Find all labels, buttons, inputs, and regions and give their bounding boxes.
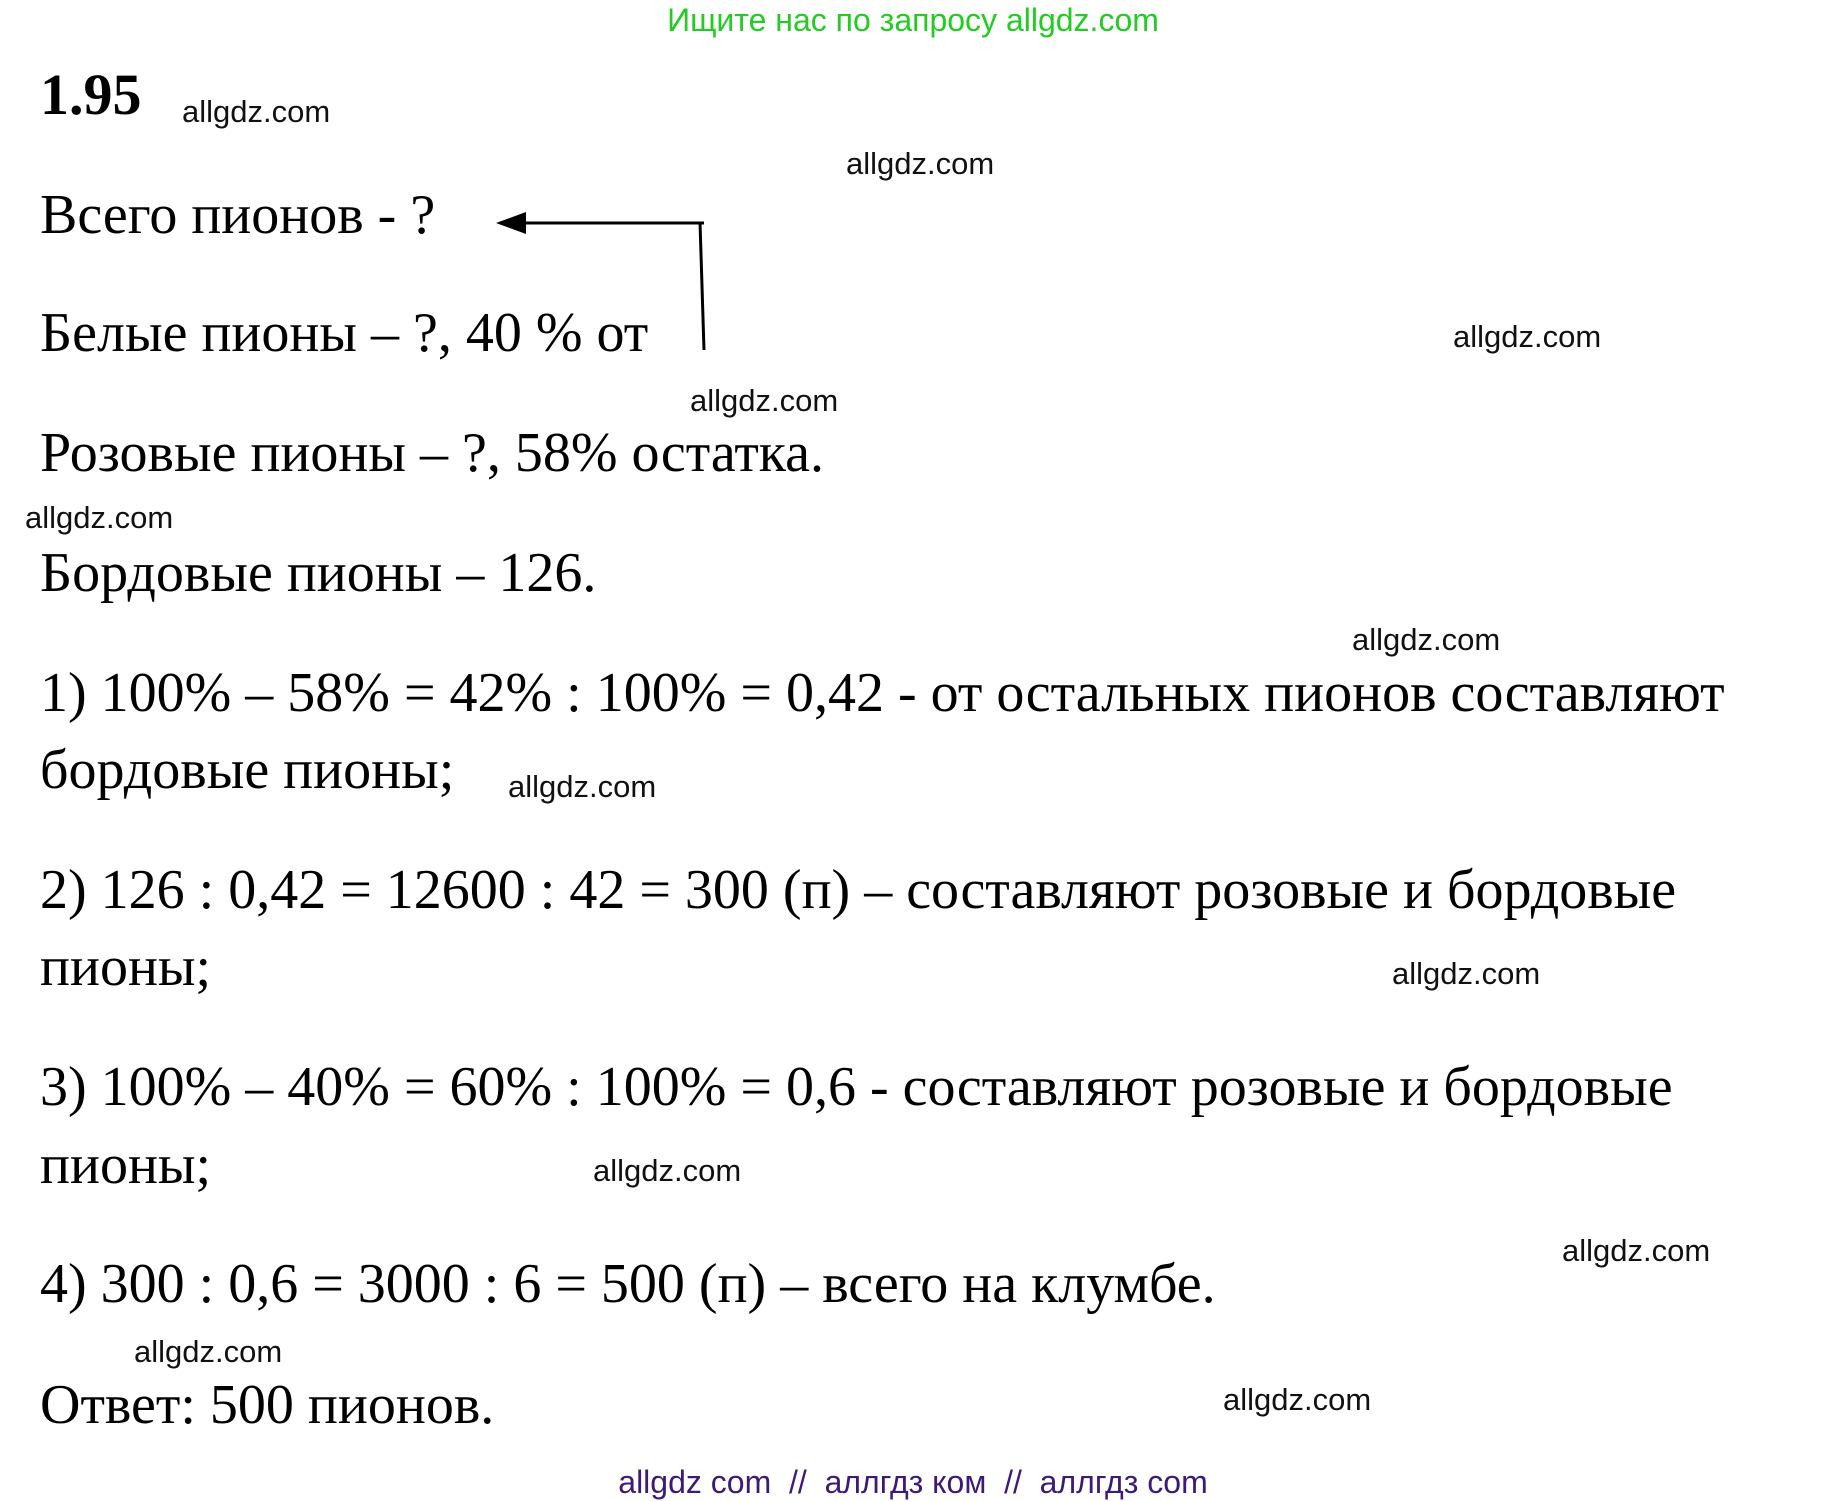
answer: Ответ: 500 пионов.	[40, 1374, 495, 1436]
watermark: allgdz.com	[1392, 956, 1541, 991]
watermark: allgdz.com	[134, 1334, 283, 1369]
step-3-line-2: пионы;	[40, 1134, 212, 1196]
step-2-line-2: пионы;	[40, 936, 212, 998]
watermark: allgdz.com	[690, 383, 839, 418]
watermark: allgdz.com	[1562, 1233, 1711, 1268]
footer-text: allgdz com // аллгдз ком // аллгдз com	[618, 1464, 1208, 1500]
watermark: allgdz.com	[1352, 622, 1501, 657]
watermark: allgdz.com	[25, 500, 174, 535]
watermark: allgdz.com	[1223, 1382, 1372, 1417]
search-banner: Ищите нас по запросу allgdz.com	[667, 2, 1159, 38]
given-total: Всего пионов - ?	[40, 184, 436, 246]
watermark: allgdz.com	[1453, 319, 1602, 354]
step-3-line-1: 3) 100% – 40% = 60% : 100% = 0,6 - составляют розовые и бордовые	[40, 1056, 1673, 1118]
given-pink: Розовые пионы – ?, 58% остатка.	[40, 422, 824, 484]
watermark: allgdz.com	[846, 146, 995, 181]
task-number: 1.95	[40, 62, 142, 127]
step-2-line-1: 2) 126 : 0,42 = 12600 : 42 = 300 (п) – составляют розовые и бордовые	[40, 859, 1677, 921]
step-1-line-2: бордовые пионы;	[40, 739, 455, 801]
watermark: allgdz.com	[593, 1153, 742, 1188]
watermark: allgdz.com	[182, 94, 331, 129]
step-4-line-1: 4) 300 : 0,6 = 3000 : 6 = 500 (п) – всего на клумбе.	[40, 1253, 1216, 1315]
watermark: allgdz.com	[508, 769, 657, 804]
step-1-line-1: 1) 100% – 58% = 42% : 100% = 0,42 - от остальных пионов составляют	[40, 662, 1725, 724]
given-white: Белые пионы – ?, 40 % от	[40, 302, 649, 364]
given-burgundy: Бордовые пионы – 126.	[40, 542, 597, 604]
